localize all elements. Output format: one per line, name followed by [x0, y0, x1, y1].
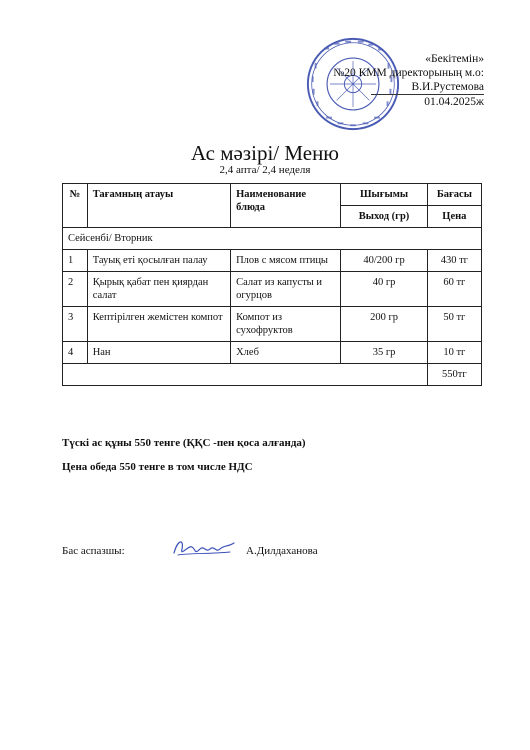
header-name-ru: Наименование блюда	[231, 184, 341, 228]
approval-director-name: В.И.Рустемова	[371, 80, 484, 95]
row-name-kz: Кептірілген жемістен компот	[87, 307, 230, 342]
row-price: 60 тг	[427, 272, 481, 307]
handwritten-signature	[170, 535, 238, 561]
row-name-kz: Қырық қабат пен қиярдан салат	[87, 272, 230, 307]
row-price: 10 тг	[427, 342, 481, 364]
row-output: 40/200 гр	[341, 250, 427, 272]
price-note-kz: Түскі ас құны 550 тенге (ҚҚС -пен қоса алғанда)	[62, 437, 306, 449]
row-num: 1	[63, 250, 88, 272]
row-name-ru: Хлеб	[231, 342, 341, 364]
total-price: 550тг	[427, 364, 481, 386]
row-name-kz: Тауық еті қосылған палау	[87, 250, 230, 272]
menu-table	[62, 183, 482, 386]
table-row	[63, 307, 482, 342]
row-num: 3	[63, 307, 88, 342]
approval-block	[304, 52, 484, 109]
table-header-row	[63, 184, 482, 206]
page-title: Ас мәзірі/ Меню	[190, 141, 339, 165]
table-row	[63, 272, 482, 307]
row-num: 4	[63, 342, 88, 364]
chef-name: А.Дилдаханова	[246, 545, 318, 557]
approval-director-title: №20 КММ директорының м.о:	[333, 67, 484, 79]
header-price-kz: Бағасы	[427, 184, 481, 206]
row-name-ru: Плов с мясом птицы	[231, 250, 341, 272]
row-price: 50 тг	[427, 307, 481, 342]
approval-heading: «Бекітемін»	[425, 53, 484, 65]
price-note-ru: Цена обеда 550 тенге в том числе НДС	[62, 461, 253, 473]
day-label: Сейсенбі/ Вторник	[63, 228, 482, 250]
day-row	[63, 228, 482, 250]
header-output-ru: Выход (гр)	[341, 206, 427, 228]
page-subtitle: 2,4 апта/ 2,4 неделя	[219, 164, 311, 176]
row-name-kz: Нан	[87, 342, 230, 364]
total-spacer	[63, 364, 428, 386]
row-output: 200 гр	[341, 307, 427, 342]
row-num: 2	[63, 272, 88, 307]
row-name-ru: Компот из сухофруктов	[231, 307, 341, 342]
header-name-kz: Тағамның атауы	[87, 184, 230, 228]
table-row	[63, 342, 482, 364]
chef-label: Бас аспазшы:	[62, 545, 125, 557]
approval-date: 01.04.2025ж	[424, 96, 484, 108]
total-row	[63, 364, 482, 386]
row-output: 35 гр	[341, 342, 427, 364]
header-output-kz: Шығымы	[341, 184, 427, 206]
row-price: 430 тг	[427, 250, 481, 272]
row-output: 40 гр	[341, 272, 427, 307]
row-name-ru: Салат из капусты и огурцов	[231, 272, 341, 307]
header-price-ru: Цена	[427, 206, 481, 228]
table-row	[63, 250, 482, 272]
header-num: №	[63, 184, 88, 228]
